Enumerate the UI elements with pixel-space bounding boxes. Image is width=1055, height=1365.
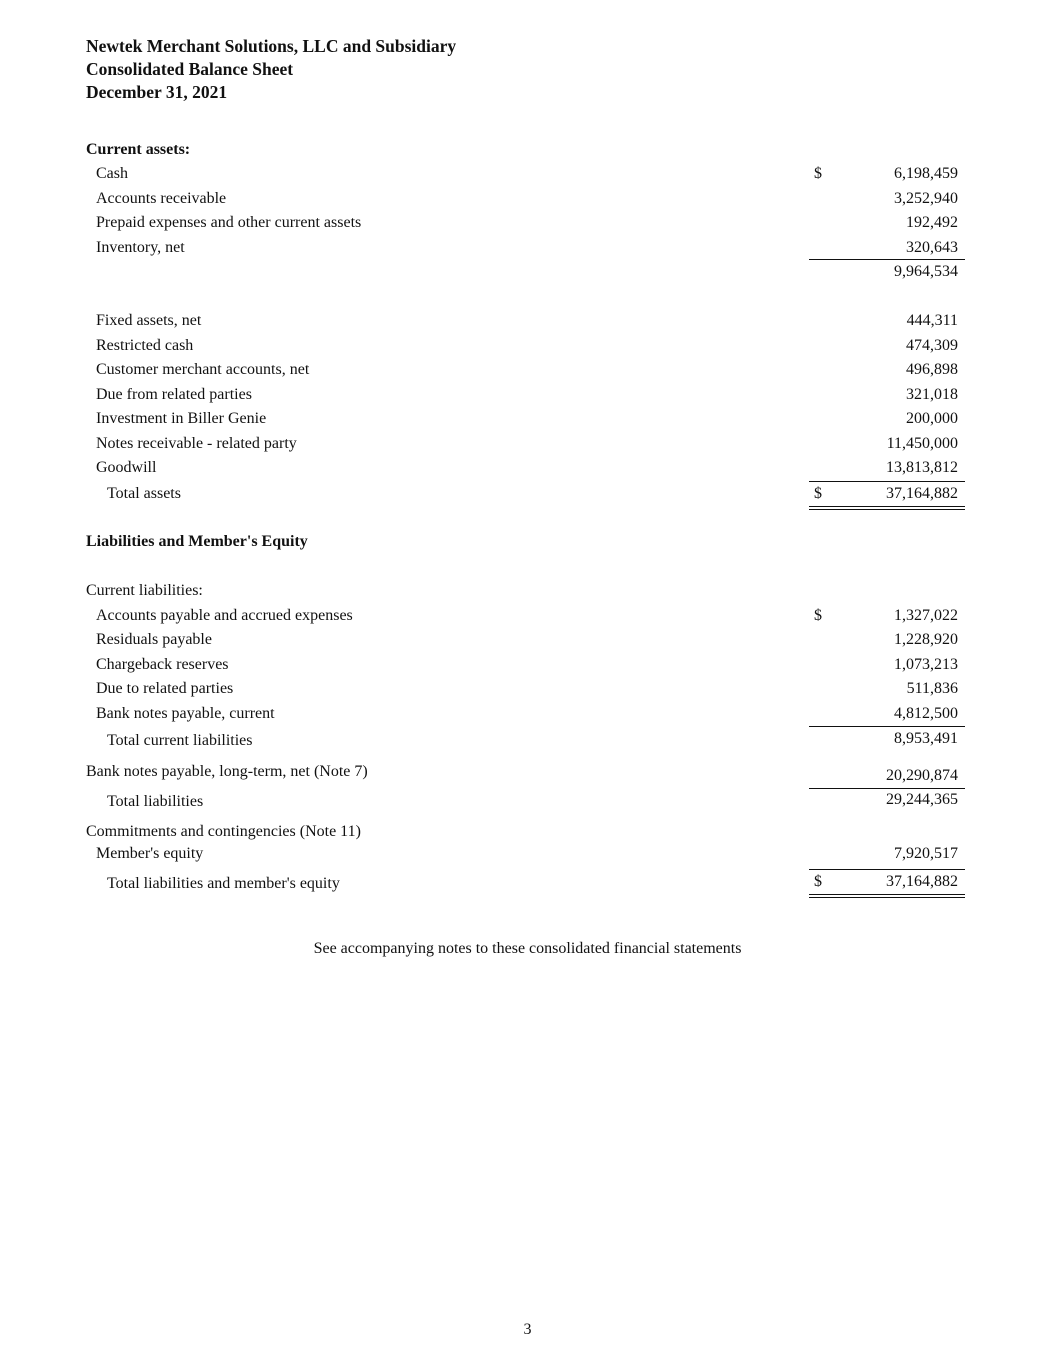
line-item-accounts-receivable bbox=[0, 187, 1055, 211]
line-item-amount: 321,018 bbox=[906, 386, 958, 403]
current-assets-subtotal bbox=[0, 260, 1055, 284]
line-item-amount: 320,643 bbox=[906, 239, 958, 256]
line-item-due-from-related-parties bbox=[0, 383, 1055, 407]
section-heading: Current assets: bbox=[86, 141, 191, 158]
line-item-amount: 11,450,000 bbox=[886, 435, 958, 452]
currency-symbol: $ bbox=[814, 607, 822, 624]
section-heading: Liabilities and Member's Equity bbox=[86, 533, 308, 550]
line-item-label: Cash bbox=[96, 165, 128, 182]
line-item-amount: 200,000 bbox=[906, 410, 958, 427]
line-item-label: Bank notes payable, current bbox=[96, 705, 275, 722]
commitments-label: Commitments and contingencies (Note 11) bbox=[86, 823, 361, 840]
line-item-investment-biller-genie bbox=[0, 407, 1055, 431]
line-item-bank-notes-long-term bbox=[0, 760, 1055, 784]
line-item-label: Accounts receivable bbox=[96, 190, 227, 207]
line-item-label: Due to related parties bbox=[96, 680, 234, 697]
double-total-rule bbox=[809, 894, 965, 898]
line-item-restricted-cash bbox=[0, 334, 1055, 358]
double-total-rule bbox=[809, 506, 965, 510]
line-item-accounts-payable bbox=[0, 604, 1055, 628]
total-amount: 29,244,365 bbox=[886, 791, 958, 808]
line-item-amount: 1,228,920 bbox=[894, 631, 958, 648]
line-item-prepaid-expenses bbox=[0, 211, 1055, 235]
total-label: Total liabilities and member's equity bbox=[107, 875, 340, 892]
line-item-bank-notes-current bbox=[0, 702, 1055, 726]
statement-date: December 31, 2021 bbox=[86, 82, 228, 102]
line-item-inventory bbox=[0, 236, 1055, 260]
line-item-amount: 4,812,500 bbox=[894, 705, 958, 722]
line-item-amount: 496,898 bbox=[906, 361, 958, 378]
line-item-amount: 1,327,022 bbox=[894, 607, 958, 624]
line-item-label: Accounts payable and accrued expenses bbox=[96, 607, 353, 624]
company-name: Newtek Merchant Solutions, LLC and Subsidiary bbox=[86, 36, 457, 56]
subsection-heading: Current liabilities: bbox=[86, 582, 203, 599]
line-item-amount: 6,198,459 bbox=[894, 165, 958, 182]
line-item-chargeback-reserves bbox=[0, 653, 1055, 677]
line-item-amount: 511,836 bbox=[906, 680, 958, 697]
line-item-label: Customer merchant accounts, net bbox=[96, 361, 310, 378]
line-item-label: Chargeback reserves bbox=[96, 656, 229, 673]
commitments-row bbox=[0, 820, 1055, 844]
line-item-fixed-assets bbox=[0, 309, 1055, 333]
total-liabilities-row bbox=[0, 788, 1055, 812]
line-item-notes-receivable bbox=[0, 432, 1055, 456]
footnote: See accompanying notes to these consolidated financial statements bbox=[313, 940, 742, 957]
line-item-amount: 3,252,940 bbox=[894, 190, 958, 207]
members-equity-row bbox=[0, 842, 1055, 866]
line-item-label: Member's equity bbox=[96, 845, 204, 862]
line-item-label: Fixed assets, net bbox=[96, 312, 202, 329]
current-assets-heading-row bbox=[0, 138, 1055, 162]
line-item-amount: 1,073,213 bbox=[894, 656, 958, 673]
line-item-goodwill bbox=[0, 456, 1055, 480]
line-item-label: Notes receivable - related party bbox=[96, 435, 297, 452]
line-item-amount: 474,309 bbox=[906, 337, 958, 354]
line-item-label: Inventory, net bbox=[96, 239, 185, 256]
line-item-amount: 20,290,874 bbox=[886, 767, 958, 784]
total-current-liabilities-row bbox=[0, 727, 1055, 751]
total-label: Total liabilities bbox=[107, 793, 204, 810]
line-item-label: Prepaid expenses and other current assets bbox=[96, 214, 362, 231]
currency-symbol: $ bbox=[814, 873, 822, 890]
document-header bbox=[86, 35, 456, 104]
line-item-amount: 192,492 bbox=[906, 214, 958, 231]
total-assets-row bbox=[0, 482, 1055, 506]
line-item-label: Due from related parties bbox=[96, 386, 252, 403]
page-number: 3 bbox=[523, 1321, 532, 1338]
total-amount: 37,164,882 bbox=[886, 485, 958, 502]
line-item-label: Bank notes payable, long-term, net (Note 7) bbox=[86, 763, 368, 780]
line-item-amount: 444,311 bbox=[906, 312, 958, 329]
currency-symbol: $ bbox=[814, 165, 822, 182]
liabilities-heading-row bbox=[0, 530, 1055, 554]
line-item-label: Investment in Biller Genie bbox=[96, 410, 267, 427]
line-item-customer-merchant-accounts bbox=[0, 358, 1055, 382]
line-item-cash bbox=[0, 162, 1055, 186]
current-liabilities-heading-row bbox=[0, 579, 1055, 603]
total-amount: 37,164,882 bbox=[886, 873, 958, 890]
line-item-residuals-payable bbox=[0, 628, 1055, 652]
total-label: Total assets bbox=[107, 485, 181, 502]
line-item-due-to-related-parties bbox=[0, 677, 1055, 701]
total-label: Total current liabilities bbox=[107, 732, 253, 749]
line-item-label: Goodwill bbox=[96, 459, 157, 476]
total-liabilities-equity-row bbox=[0, 870, 1055, 894]
currency-symbol: $ bbox=[814, 485, 822, 502]
line-item-amount: 7,920,517 bbox=[894, 845, 958, 862]
statement-title: Consolidated Balance Sheet bbox=[86, 59, 294, 79]
line-item-label: Residuals payable bbox=[96, 631, 212, 648]
subtotal-amount: 9,964,534 bbox=[894, 263, 958, 280]
total-amount: 8,953,491 bbox=[894, 730, 958, 747]
line-item-amount: 13,813,812 bbox=[886, 459, 958, 476]
line-item-label: Restricted cash bbox=[96, 337, 194, 354]
